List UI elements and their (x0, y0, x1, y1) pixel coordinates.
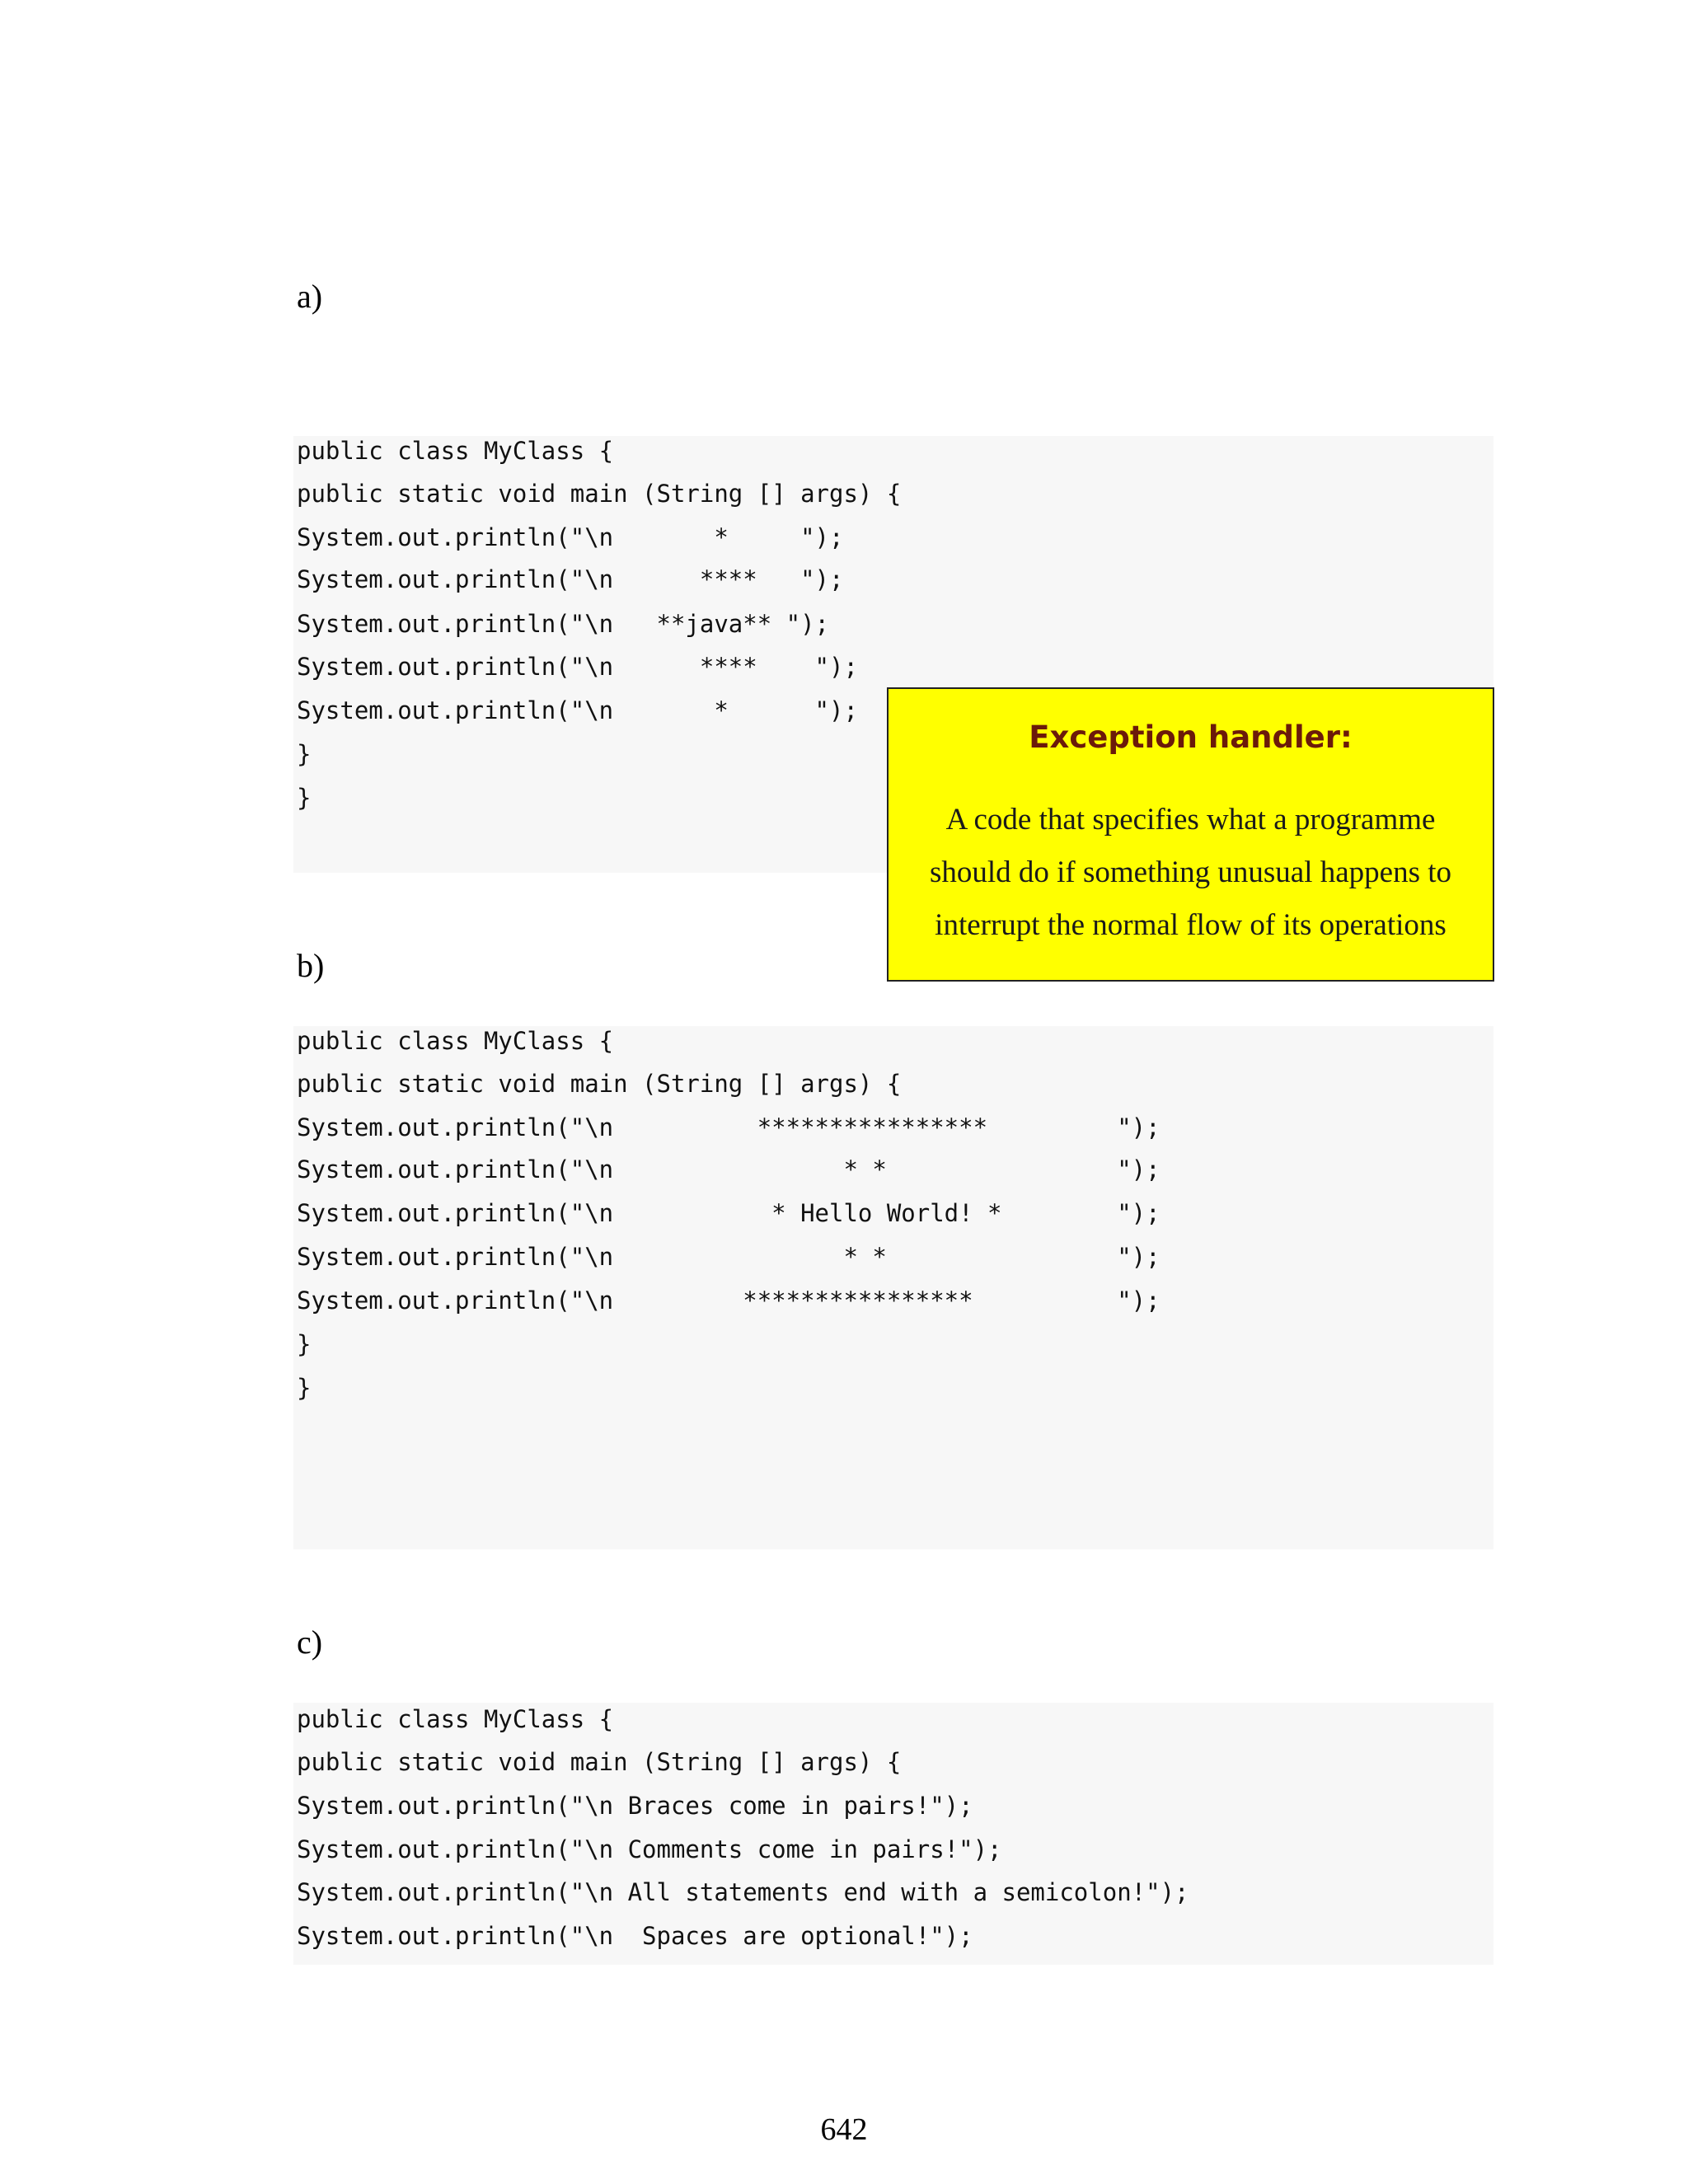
code-line: System.out.println("\n Spaces are optional!"); (297, 1922, 973, 1950)
code-line: System.out.println("\n * "); (297, 696, 858, 724)
code-block-b (293, 1026, 1493, 1549)
callout-line: A code that specifies what a programme (945, 803, 1436, 837)
code-line: } (297, 784, 312, 812)
code-line: System.out.println("\n **java** "); (297, 610, 830, 638)
code-line: } (297, 740, 312, 768)
code-line: System.out.println("\n * * "); (297, 1155, 1160, 1183)
code-line: System.out.println("\n Comments come in pairs!"); (297, 1835, 1002, 1863)
code-line: System.out.println("\n **************** "); (297, 1113, 1160, 1141)
code-line: System.out.println("\n All statements end with a semicolon!"); (297, 1878, 1189, 1906)
code-line: public static void main (String [] args) { (297, 480, 902, 508)
code-line: System.out.println("\n * "); (297, 523, 844, 551)
code-line: System.out.println("\n **** "); (297, 653, 858, 681)
code-line: System.out.println("\n Braces come in pairs!"); (297, 1792, 973, 1820)
code-line: public class MyClass { (297, 1705, 614, 1733)
code-line: System.out.println("\n * Hello World! * "); (297, 1199, 1160, 1227)
section-b-label: b) (297, 947, 325, 984)
code-line: public static void main (String [] args) { (297, 1748, 902, 1776)
code-line: System.out.println("\n * * "); (297, 1243, 1160, 1271)
code-line: public static void main (String [] args) { (297, 1070, 902, 1098)
code-line: } (297, 1330, 312, 1358)
code-line: System.out.println("\n **************** "); (297, 1286, 1160, 1315)
callout-title: Exception handler: (1029, 719, 1353, 755)
section-c-label: c) (297, 1624, 323, 1661)
code-block-c (293, 1703, 1493, 1965)
code-line: System.out.println("\n **** "); (297, 565, 844, 593)
code-line: public class MyClass { (297, 437, 614, 465)
callout-line: should do if something unusual happens to (929, 855, 1452, 889)
code-line: public class MyClass { (297, 1027, 614, 1055)
exception-handler-callout (887, 687, 1494, 982)
section-a-label: a) (297, 278, 323, 315)
page-number: 642 (820, 2112, 868, 2147)
code-line: } (297, 1374, 312, 1402)
callout-line: interrupt the normal flow of its operations (935, 908, 1447, 942)
